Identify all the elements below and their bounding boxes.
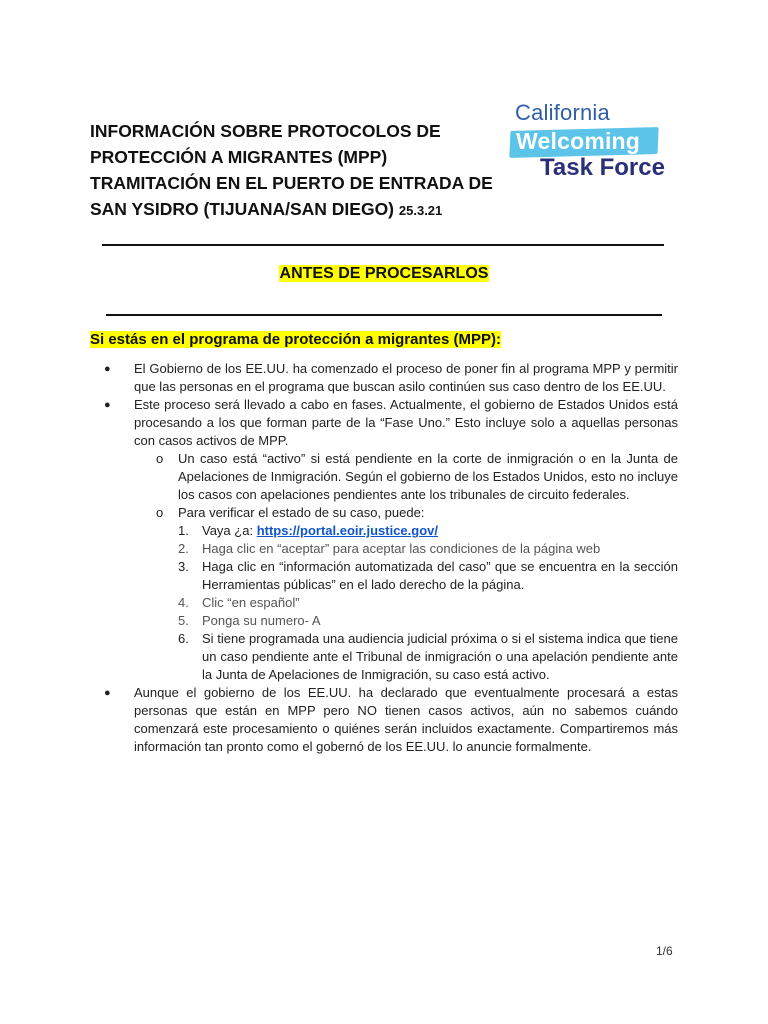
bullet-text: El Gobierno de los EE.UU. ha comenzado el proceso de poner fin al programa MPP y permitir que las personas en el programa que buscan asilo continúen sus caso dentro de los EE.UU.	[134, 361, 678, 394]
sub-heading	[90, 331, 501, 348]
step-text: Vaya ¿a:	[202, 523, 257, 538]
sub-item-text: Para verificar el estado de su caso, puede:	[178, 505, 425, 520]
eoir-portal-link[interactable]: https://portal.eoir.justice.gov/	[256, 523, 438, 538]
step-text: Si tiene programada una audiencia judicial próxima o si el sistema indica que tiene un caso pendiente ante el Tribunal de inmigración o una apelación pendiente ante la Junta de Apelaciones de Inmigración, su caso está activo.	[202, 631, 678, 682]
step-2	[178, 540, 678, 558]
logo-text-california: California	[515, 100, 610, 125]
step-number: 5.	[178, 613, 189, 628]
step-text: Clic “en español”	[202, 595, 300, 610]
step-number: 4.	[178, 595, 189, 610]
step-3	[178, 558, 678, 594]
step-6	[178, 630, 678, 684]
section-heading	[0, 265, 768, 283]
title-line-2: PROTECCIÓN A MIGRANTES (MPP)	[90, 147, 388, 167]
bullet-item-3	[104, 684, 678, 756]
bullet-text: Aunque el gobierno de los EE.UU. ha declarado que eventualmente procesará a estas personas que están en MPP pero NO tienen casos activos, aún no sabemos cuándo comenzará este procesamiento o quiénes serán incluidos exactamente. Compartiremos más información tan pronto como el gobernó de los EE.UU. lo anuncie formalmente.	[134, 685, 678, 754]
bullet-marker: ●	[104, 687, 111, 699]
step-number: 3.	[178, 559, 189, 574]
bullet-item-2	[104, 396, 678, 450]
sub-marker: o	[156, 451, 164, 466]
sub-marker: o	[156, 505, 164, 520]
bullet-text: Este proceso será llevado a cabo en fases. Actualmente, el gobierno de Estados Unidos está procesando a los que forman parte de la “Fase Uno.” Esto incluye solo a aquellas personas con casos activos de MPP.	[134, 397, 678, 448]
document-date: 25.3.21	[398, 203, 443, 218]
bullet-marker: ●	[104, 363, 111, 375]
step-5	[178, 612, 678, 630]
logo-text-welcoming: Welcoming	[516, 128, 641, 154]
step-text: Ponga su numero- A	[202, 613, 321, 628]
section-heading-text: ANTES DE PROCESARLOS	[279, 265, 489, 282]
bullet-marker: ●	[104, 399, 111, 411]
logo-text-task-force: Task Force	[540, 154, 665, 181]
california-welcoming-task-force-logo	[508, 100, 678, 182]
page-number: 1/6	[656, 944, 673, 958]
sub-item-active-case	[156, 450, 678, 504]
step-number: 6.	[178, 631, 189, 646]
step-1	[178, 522, 678, 540]
document-title	[90, 118, 510, 224]
sub-item-text: Un caso está “activo” si está pendiente en la corte de inmigración o en la Junta de Apelaciones de Inmigración. Según el gobierno de los Estados Unidos, esto no incluye los casos con apelaciones pendientes ante los tribunales de circuito federales.	[178, 451, 678, 502]
sub-heading-text: Si estás en el programa de protección a migrantes (MPP):	[90, 331, 501, 348]
title-line-4: SAN YSIDRO (TIJUANA/SAN DIEGO)	[90, 199, 395, 219]
title-line-1: INFORMACIÓN SOBRE PROTOCOLOS DE	[90, 121, 441, 141]
main-content	[104, 360, 678, 756]
step-number: 1.	[178, 523, 189, 538]
divider-top	[102, 244, 664, 246]
title-line-3: TRAMITACIÓN EN EL PUERTO DE ENTRADA DE	[90, 173, 493, 193]
step-text: Haga clic en “aceptar” para aceptar las condiciones de la página web	[202, 541, 601, 556]
step-4	[178, 594, 678, 612]
bullet-item-1	[104, 360, 678, 396]
sub-item-verify-case	[156, 504, 678, 522]
step-number: 2.	[178, 541, 189, 556]
step-text: Haga clic en “información automatizada del caso” que se encuentra en la sección Herramientas públicas” en el lado derecho de la página.	[202, 559, 678, 592]
divider-bottom	[106, 314, 662, 316]
